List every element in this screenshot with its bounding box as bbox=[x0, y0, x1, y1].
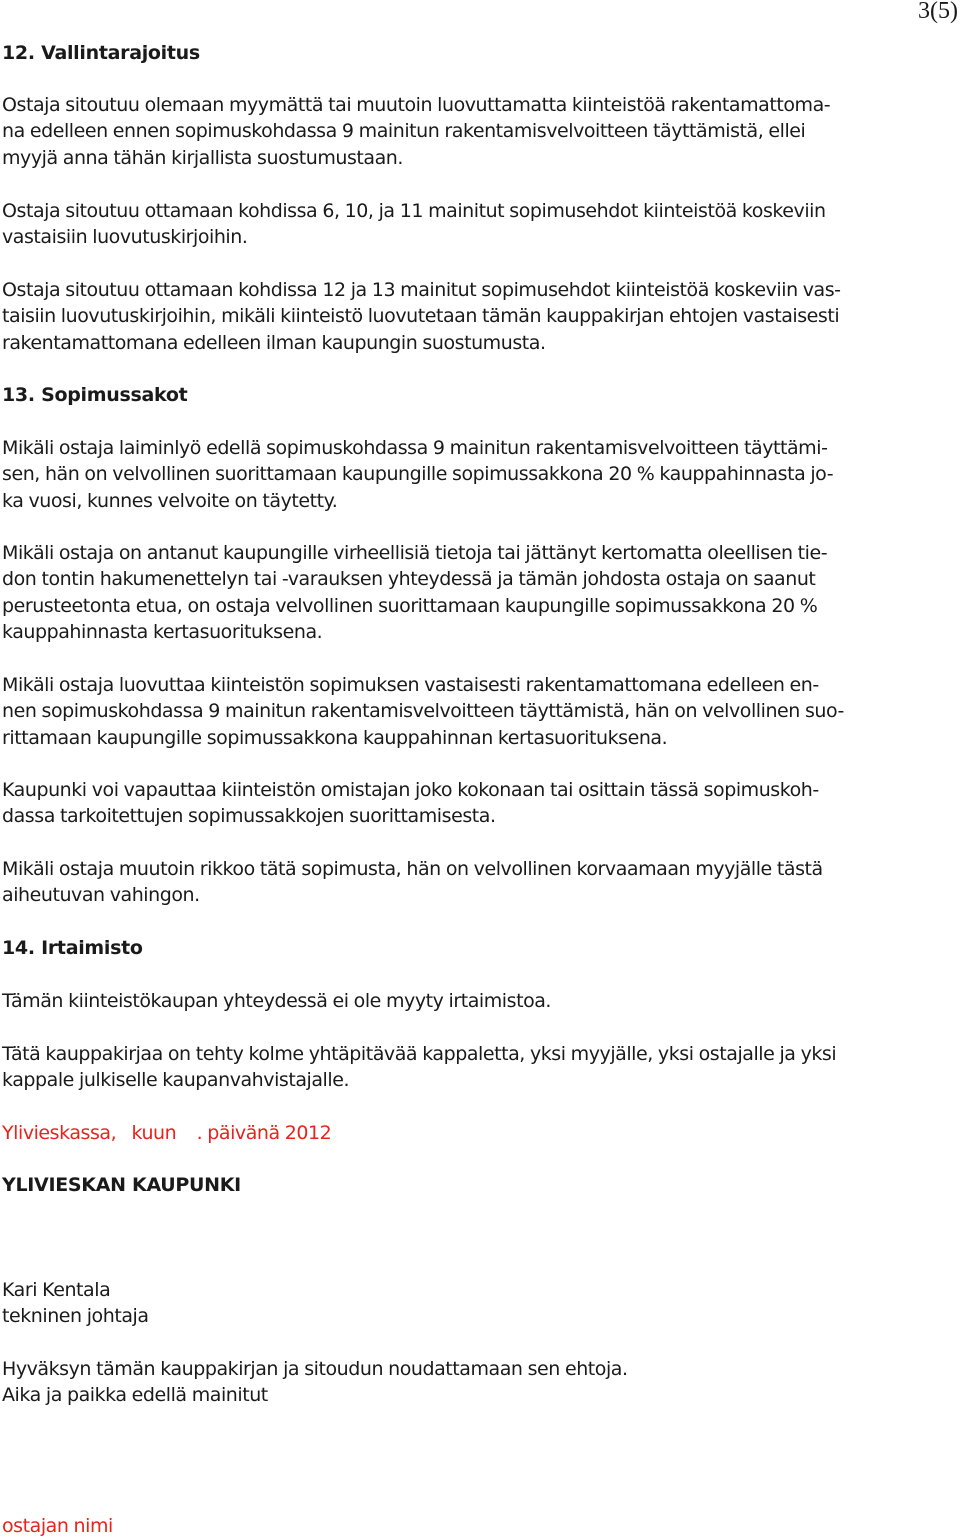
city-name: YLIVIESKAN KAUPUNKI bbox=[2, 1174, 241, 1196]
text-line: myyjä anna tähän kirjallista suostumustaan. bbox=[2, 146, 403, 169]
text-line: Ostaja sitoutuu olemaan myymättä tai muutoin luovuttamatta kiinteistöä rakentamattoma- bbox=[2, 94, 831, 116]
text-line: ka vuosi, kunnes velvoite on täytetty. bbox=[2, 489, 338, 512]
section-13-paragraph-3 bbox=[2, 672, 954, 751]
text-line: don tontin hakumenettelyn tai -varauksen yhteydessä ja tämän johdosta ostaja on saanut bbox=[2, 568, 816, 591]
signer-name: Kari Kentala bbox=[2, 1279, 111, 1301]
text-line: dassa tarkoitettujen sopimussakkojen suorittamisesta. bbox=[2, 805, 496, 828]
text-line: Mikäli ostaja muutoin rikkoo tätä sopimusta, hän on velvollinen korvaamaan myyjälle tästä bbox=[2, 858, 823, 880]
text-line: Ostaja sitoutuu ottamaan kohdissa 6, 10, ja 11 mainitut sopimusehdot kiinteistöä koskeviin bbox=[2, 200, 826, 222]
text-line: taisiin luovutuskirjoihin, mikäli kiinteistö luovutetaan tämän kauppakirjan ehtojen vastaisesti bbox=[2, 305, 840, 328]
text-line: rakentamattomana edelleen ilman kaupungin suostumusta. bbox=[2, 331, 546, 354]
acceptance-statement bbox=[2, 1356, 954, 1409]
section-13-paragraph-1 bbox=[2, 435, 954, 514]
place-date-placeholder: Ylivieskassa, kuun . päivänä 2012 bbox=[2, 1122, 332, 1144]
text-line: Tämän kiinteistökaupan yhteydessä ei ole myyty irtaimistoa. bbox=[2, 990, 552, 1012]
text-line: Mikäli ostaja on antanut kaupungille virheellisiä tietoja tai jättänyt kertomatta oleellisen tie- bbox=[2, 542, 828, 564]
text-line: Ostaja sitoutuu ottamaan kohdissa 12 ja 13 mainitut sopimusehdot kiinteistöä koskeviin vas- bbox=[2, 279, 841, 301]
section-12-paragraph-2 bbox=[2, 198, 954, 251]
text-line: aiheutuvan vahingon. bbox=[2, 884, 200, 907]
page-number: 3(5) bbox=[918, 0, 958, 24]
text-line: na edelleen ennen sopimuskohdassa 9 mainitun rakentamisvelvoitteen täyttämistä, ellei bbox=[2, 120, 806, 143]
text-line: Tätä kauppakirjaa on tehty kolme yhtäpitävää kappaletta, yksi myyjälle, yksi ostajalle ja yksi bbox=[2, 1043, 837, 1065]
section-14-paragraph-2 bbox=[2, 1041, 954, 1094]
text-line: perusteetonta etua, on ostaja velvollinen suorittamaan kaupungille sopimussakkona 20 % bbox=[2, 594, 818, 617]
text-line: rittamaan kaupungille sopimussakkona kauppahinnan kertasuorituksena. bbox=[2, 726, 668, 749]
text-line: Kaupunki voi vapauttaa kiinteistön omistajan joko kokonaan tai osittain tässä sopimuskoh- bbox=[2, 779, 819, 801]
text-line: Hyväksyn tämän kauppakirjan ja sitoudun noudattamaan sen ehtoja. bbox=[2, 1358, 628, 1380]
text-line: vastaisiin luovutuskirjoihin. bbox=[2, 226, 248, 249]
section-12-heading: 12. Vallintarajoitus bbox=[2, 42, 200, 64]
text-line: nen sopimuskohdassa 9 mainitun rakentamisvelvoitteen täyttämistä, hän on velvollinen suo- bbox=[2, 700, 844, 723]
text-line: Aika ja paikka edellä mainitut bbox=[2, 1384, 268, 1407]
section-14-paragraph-1 bbox=[2, 988, 954, 1014]
section-14-heading: 14. Irtaimisto bbox=[2, 937, 143, 959]
text-line: kauppahinnasta kertasuorituksena. bbox=[2, 621, 323, 644]
buyer-name-placeholder: ostajan nimi bbox=[2, 1515, 113, 1537]
section-12-paragraph-1 bbox=[2, 92, 954, 171]
section-13-paragraph-2 bbox=[2, 540, 954, 646]
section-13-heading: 13. Sopimussakot bbox=[2, 384, 188, 406]
text-line: kappale julkiselle kaupanvahvistajalle. bbox=[2, 1069, 350, 1092]
text-line: sen, hän on velvollinen suorittamaan kaupungille sopimussakkona 20 % kauppahinnasta jo- bbox=[2, 463, 834, 486]
signer-title: tekninen johtaja bbox=[2, 1305, 149, 1328]
section-13-paragraph-4 bbox=[2, 777, 954, 830]
section-13-paragraph-5 bbox=[2, 856, 954, 909]
text-line: Mikäli ostaja laiminlyö edellä sopimuskohdassa 9 mainitun rakentamisvelvoitteen täyttämi- bbox=[2, 437, 828, 459]
text-line: Mikäli ostaja luovuttaa kiinteistön sopimuksen vastaisesti rakentamattomana edelleen en- bbox=[2, 674, 819, 696]
section-12-paragraph-3 bbox=[2, 277, 954, 356]
signer-block bbox=[2, 1277, 954, 1330]
